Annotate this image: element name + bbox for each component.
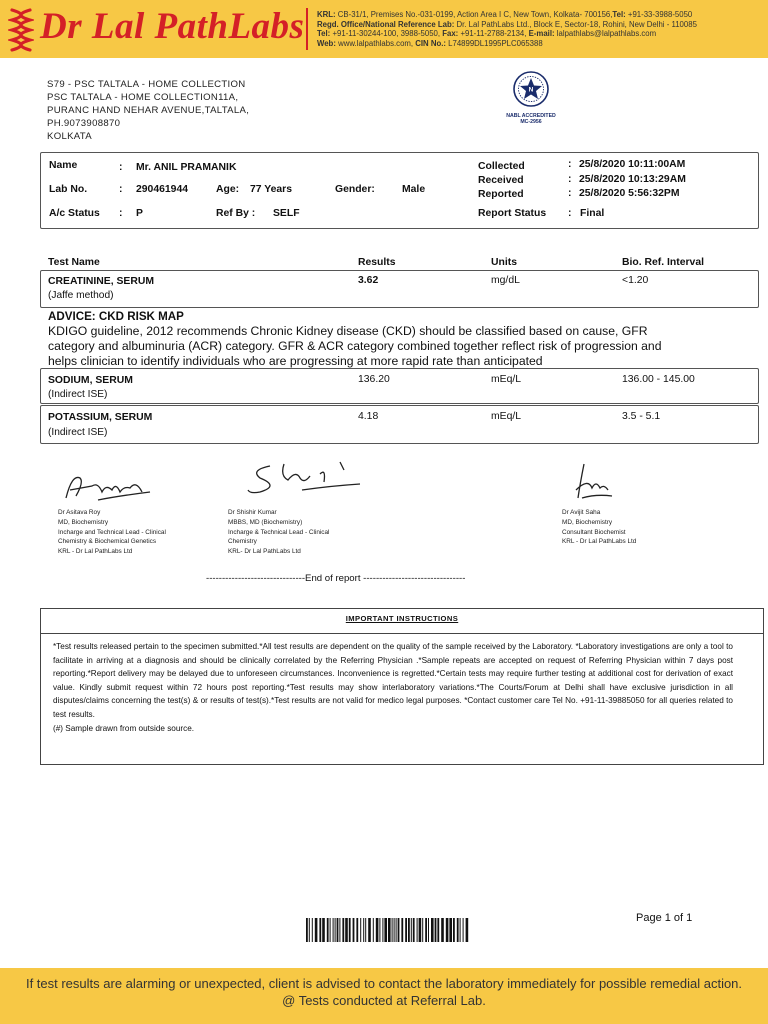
test-interval: 136.00 - 145.00 [622, 374, 695, 385]
barcode-bar [441, 918, 444, 942]
barcode-bar [422, 918, 423, 942]
footer-line: @ Tests conducted at Referral Lab. [282, 993, 486, 1008]
barcode-bar [437, 918, 439, 942]
test-method: (Indirect ISE) [48, 389, 108, 400]
nabl-seal-icon [512, 70, 550, 108]
doctor-name: Dr Asitava Roy [58, 509, 101, 516]
report-status-value: Final [580, 208, 605, 219]
received-label: Received [478, 175, 524, 186]
lab-contact-info [317, 10, 763, 48]
doctor-credential: MD, Biochemistry [58, 518, 109, 526]
nabl-accreditation [503, 70, 559, 125]
ac-colon: : [119, 208, 123, 219]
barcode-bar [431, 918, 434, 942]
barcode-bar [315, 918, 318, 942]
end-of-report: -------------------------------End of report -------------------------------- [206, 573, 466, 584]
advice-title: ADVICE: CKD RISK MAP [48, 310, 184, 323]
web-value: www.lalpathlabs.com, [338, 38, 414, 48]
tel-value: +91-11-30244-100, 3988-5050, [332, 29, 441, 39]
barcode-bar [312, 918, 313, 942]
barcode-bar [333, 918, 334, 942]
report-status-colon: : [568, 208, 572, 219]
barcode-bar [335, 918, 336, 942]
test-unit: mEq/L [491, 411, 522, 422]
collected-label: Collected [478, 161, 525, 172]
brand-logo: Dr Lal PathLabs [40, 6, 305, 47]
age-label: Age: [216, 184, 240, 195]
ref-by-label: Ref By : [216, 208, 256, 219]
reported-value: 25/8/2020 5:56:32PM [579, 188, 680, 199]
barcode-bar [396, 918, 397, 942]
doctor-credential: MBBS, MD (Biochemistry) [228, 518, 303, 526]
barcode-bar [327, 918, 329, 942]
signature-shishir-kumar [240, 456, 380, 502]
test-unit: mEq/L [491, 374, 522, 385]
barcode-bar [306, 918, 308, 942]
barcode-bar [382, 918, 383, 942]
regd-office-address: Dr. Lal PathLabs Ltd., Block E, Sector-18, Rohini, New Delhi - 110085 [456, 19, 697, 29]
test-name: POTASSIUM, SERUM [48, 412, 153, 423]
fax-label: Fax: [442, 29, 459, 39]
barcode-bar [388, 918, 391, 942]
address-line: S79 - PSC TALTALA - HOME COLLECTION [47, 79, 246, 90]
ac-status-value: P [136, 208, 143, 219]
barcode-bar [457, 918, 459, 942]
doctor-credential: Consultant Biochemist [562, 528, 626, 536]
doctor-name: Dr Shishir Kumar [228, 509, 277, 516]
ac-status-label: A/c Status [49, 208, 100, 219]
email-value: lalpathlabs@lalpathlabs.com [556, 29, 657, 39]
barcode-bar [401, 918, 403, 942]
doctor-name: Dr Avijit Saha [562, 509, 601, 516]
barcode-bar [349, 918, 351, 942]
barcode-bar [394, 918, 395, 942]
report-status-label: Report Status [478, 208, 547, 219]
test-method: (Indirect ISE) [48, 427, 108, 438]
reported-label: Reported [478, 189, 524, 200]
barcode-bar [360, 918, 361, 942]
regd-office-label: Regd. Office/National Reference Lab: [317, 19, 455, 29]
barcode-bar [373, 918, 374, 942]
barcode-bar [413, 918, 415, 942]
barcode-bar [376, 918, 379, 942]
krl-tel: +91-33-3988-5050 [627, 10, 693, 19]
barcode-bar [449, 918, 452, 942]
barcode-bar [342, 918, 344, 942]
received-colon: : [568, 174, 572, 185]
barcode-bar [319, 918, 321, 942]
doctor-credential: Chemistry & Biochemical Genetics [58, 538, 157, 546]
barcode-bar [419, 918, 422, 942]
header-divider [306, 8, 308, 50]
advice-body: KDIGO guideline, 2012 recommends Chronic Kidney disease (CKD) should be classified based on cause, GFR category and albuminuria (ACR) category. GFR & ACR category combined together reflect risk of progression and helps clinician to identify individuals who are progressing at more rapid rate than anticipated [48, 324, 662, 368]
instructions-note: (#) Sample drawn from outside source. [53, 723, 195, 733]
barcode-bar [379, 918, 380, 942]
barcode-bar [446, 918, 449, 942]
barcode-bar [408, 918, 410, 942]
fax-value: +91-11-2788-2134, [460, 29, 527, 39]
barcode-bar [392, 918, 393, 942]
name-colon: : [119, 162, 123, 173]
test-unit: mg/dL [491, 275, 520, 286]
doctor-block [228, 508, 329, 557]
collected-colon: : [568, 159, 572, 170]
barcode-bar [463, 918, 464, 942]
footer-line: If test results are alarming or unexpected, client is advised to contact the laboratory immediately for possible remedial action. [25, 976, 743, 991]
important-instructions-box [40, 608, 764, 765]
lab-number: 290461944 [136, 184, 189, 195]
test-interval: 3.5 - 5.1 [622, 411, 661, 422]
address-line: PSC TALTALA - HOME COLLECTION11A, [47, 92, 239, 103]
web-label: Web: [317, 38, 336, 48]
col-header-interval: Bio. Ref. Interval [622, 257, 704, 268]
address-line: PH.9073908870 [47, 118, 121, 129]
barcode-bar [356, 918, 358, 942]
doctor-block [58, 508, 166, 557]
col-header-test: Test Name [48, 257, 100, 268]
test-interval: <1.20 [622, 275, 649, 286]
labno-colon: : [119, 184, 123, 195]
test-result: 136.20 [358, 374, 390, 385]
cin-value: L74899DL1995PLC065388 [448, 38, 543, 48]
krl-tel-label: Tel: [612, 10, 626, 19]
cin-label: CIN No.: [415, 38, 446, 48]
email-label: E-mail: [528, 29, 555, 39]
barcode-bar [417, 918, 418, 942]
test-method: (Jaffe method) [48, 290, 114, 301]
signature-asitava-roy [58, 462, 158, 506]
footer-notice [0, 975, 768, 1009]
age-value: 77 Years [250, 184, 292, 195]
patient-name: Mr. ANIL PRAMANIK [136, 162, 237, 173]
barcode-bar [353, 918, 355, 942]
barcode-bar [428, 918, 429, 942]
collected-value: 25/8/2020 10:11:00AM [579, 159, 686, 170]
barcode-bar [330, 918, 331, 942]
barcode-bar [365, 918, 366, 942]
labno-label: Lab No. [49, 184, 88, 195]
doctor-credential: KRL - Dr Lal PathLabs Ltd [58, 548, 133, 556]
test-name: CREATININE, SERUM [48, 276, 155, 287]
doctor-credential: Chemistry [228, 538, 257, 546]
test-result: 3.62 [358, 275, 379, 286]
gender-label: Gender: [335, 184, 375, 195]
page-number: Page 1 of 1 [636, 912, 693, 924]
dna-helix-icon [8, 6, 34, 52]
barcode-bar [435, 918, 437, 942]
krl-label: KRL: [317, 10, 336, 19]
barcode-bar [309, 918, 310, 942]
barcode-bar [405, 918, 407, 942]
barcode-bar [384, 918, 387, 942]
barcode-bar [322, 918, 325, 942]
barcode-bar [339, 918, 340, 942]
instructions-paragraph: *Test results released pertain to the specimen submitted.*All test results are dependent on the quality of the sample received by the Laboratory. *Laboratory investigations are only a tool to facilitate in arriving at a diagnosis and should be clinically correlated by the Referring Physician .*Sample repeats are accepted on request of Referring Physician within 7 days post reporting.*Report delivery may be delayed due to unforeseen circumstances. Inconvenience is regretted.*Certain tests may require further testing at additional cost for derivation of exact value. Kindly submit request within 72 hours post reporting.*Test results may show interlaboratory variations.*The Courts/Forum at Delhi shall have exclusive jurisdiction in all disputes/claims concerning the test(s) & or results of test(s).*Test results are not valid for medico legal purposes. *Contact customer care Tel No. +91-11-39885050 for all queries related to test results. [53, 642, 733, 719]
reported-colon: : [568, 188, 572, 199]
barcode-bar [425, 918, 427, 942]
doctor-credential: Incharge and Technical Lead - Clinical [58, 528, 166, 536]
barcode-bar [466, 918, 469, 942]
doctor-credential: Incharge & Technical Lead - Clinical [228, 528, 330, 536]
barcode-icon [306, 918, 470, 942]
barcode-bar [345, 918, 348, 942]
barcode-bar [363, 918, 364, 942]
address-line: KOLKATA [47, 131, 92, 142]
doctor-block [562, 508, 636, 547]
nabl-seal-letter: N [528, 86, 534, 94]
doctor-credential: MD, Biochemistry [562, 518, 613, 526]
krl-address: CB-31/1, Premises No.-031-0199, Action Area I C, New Town, Kolkata- 700156, [337, 10, 613, 19]
barcode-bar [453, 918, 455, 942]
address-line: PURANC HAND NEHAR AVENUE,TALTALA, [47, 105, 250, 116]
barcode-bar [337, 918, 339, 942]
collection-address [47, 78, 249, 143]
instructions-title: IMPORTANT INSTRUCTIONS [345, 614, 459, 623]
barcode-bar [398, 918, 400, 942]
instructions-divider [41, 633, 763, 634]
barcode-bar [460, 918, 461, 942]
barcode-bar [368, 918, 371, 942]
signature-avijit-saha [568, 458, 618, 504]
nabl-label: NABL ACCREDITED [506, 113, 556, 119]
name-label: Name [49, 160, 78, 171]
gender-value: Male [402, 184, 426, 195]
nabl-cert-number: MC-2956 [520, 119, 542, 125]
tel-label: Tel: [317, 29, 331, 39]
ref-by-value: SELF [273, 208, 300, 219]
col-header-units: Units [491, 257, 517, 268]
barcode-bar [411, 918, 412, 942]
doctor-credential: KRL - Dr Lal PathLabs Ltd [562, 538, 637, 546]
received-value: 25/8/2020 10:13:29AM [579, 174, 686, 185]
test-result: 4.18 [358, 411, 379, 422]
test-name: SODIUM, SERUM [48, 375, 133, 386]
doctor-credential: KRL- Dr Lal PathLabs Ltd [228, 548, 301, 556]
col-header-results: Results [358, 257, 396, 268]
instructions-body [53, 640, 733, 735]
